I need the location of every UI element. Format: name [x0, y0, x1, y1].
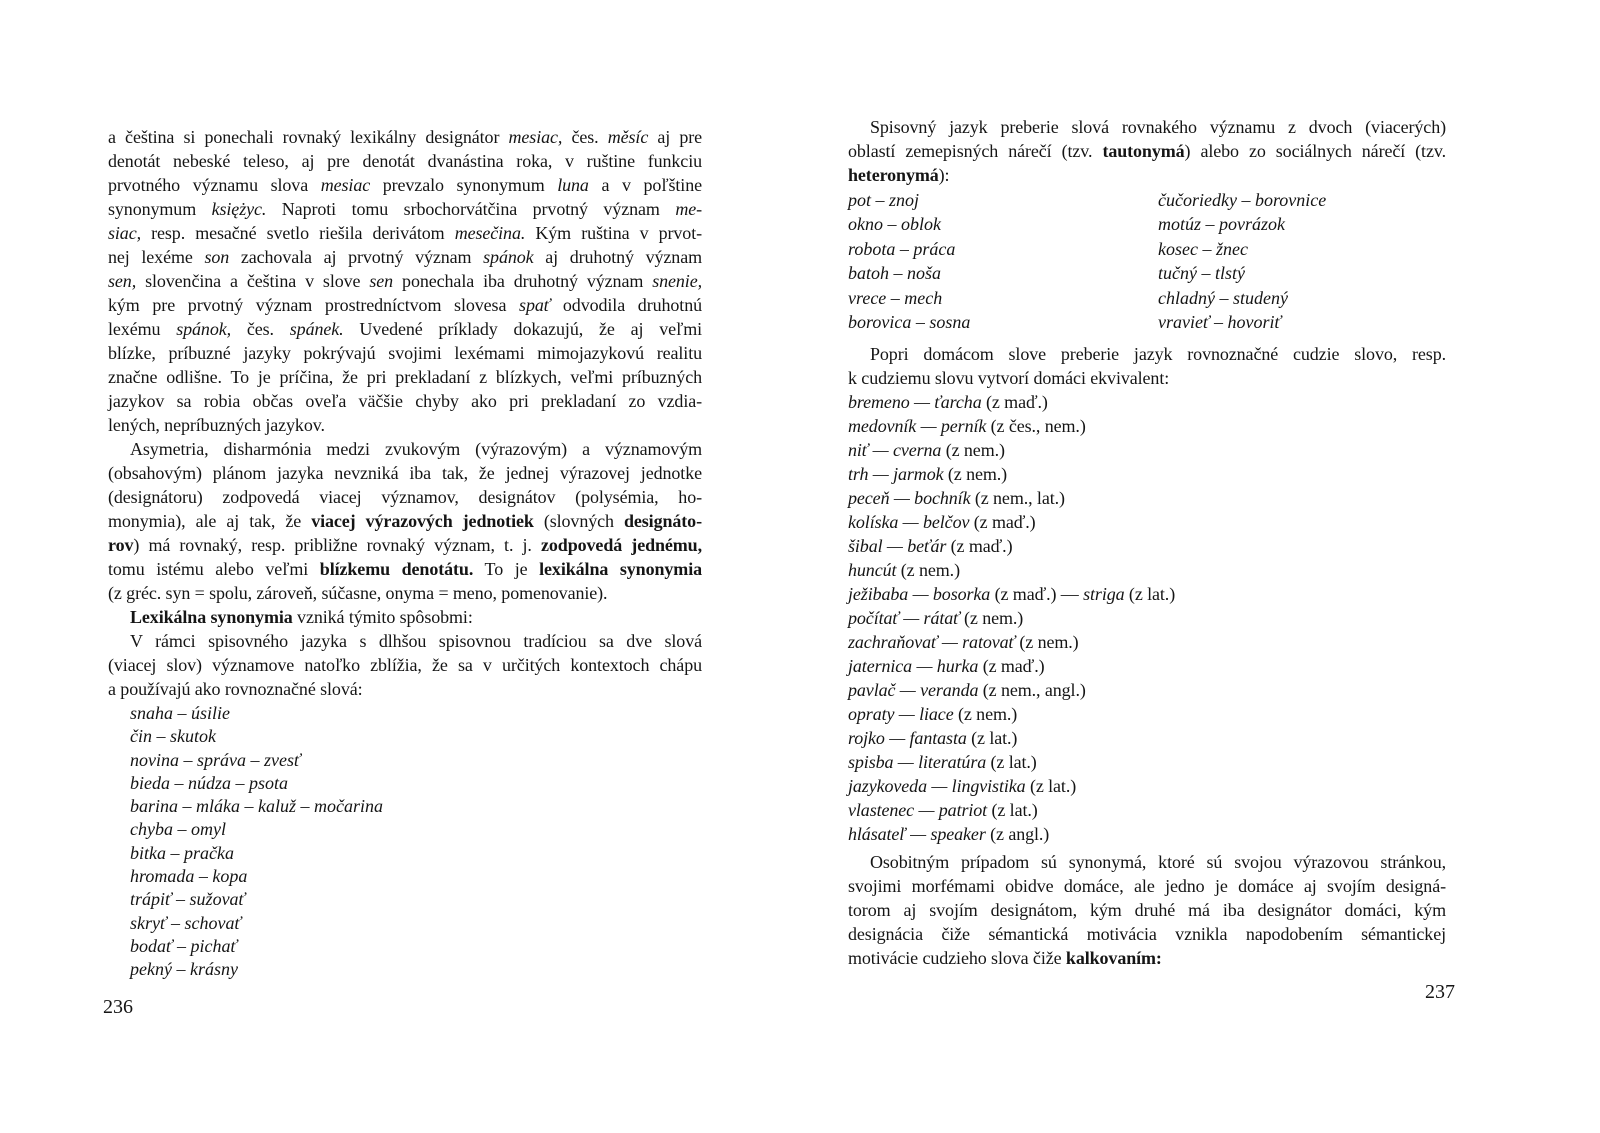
text-run: odvodila druhotnú [550, 295, 702, 315]
tautonym-pair-row [848, 212, 1446, 236]
text-line [848, 366, 1446, 390]
bold-term: zodpovedá jednému, [541, 535, 702, 555]
loanword-item [848, 798, 1446, 822]
text-line [108, 293, 702, 317]
loanword-item [848, 510, 1446, 534]
text-line [108, 197, 702, 221]
text-line [108, 629, 702, 653]
text-line [108, 269, 702, 293]
text-run: Asymetria, disharmónia medzi zvukovým (výrazovým) a významovým [130, 439, 702, 459]
tautonym-pair-right: motúz – povrázok [1158, 214, 1285, 235]
text-line [848, 946, 1446, 970]
text-run: lených, nepríbuzných jazykov. [108, 415, 325, 435]
italic-term: siac, [108, 223, 141, 243]
text-run: tomu istému alebo veľmi [108, 559, 320, 579]
text-run: a čeština si ponechali rovnaký lexikálny designátor [108, 127, 509, 147]
text-run: (z nem.) [959, 608, 1024, 628]
text-line [108, 557, 702, 581]
text-line [108, 389, 702, 413]
synonym-item: čin – skutok [130, 726, 216, 747]
text-run: (z lat.) [1124, 584, 1176, 604]
italic-term: šibal — beťár [848, 536, 947, 556]
text-line [848, 898, 1446, 922]
text-run: (designátoru) zodpovedá viacej významov, designátov (polysémia, ho- [108, 487, 702, 507]
text-run: (z nem.) [943, 464, 1008, 484]
page-number-right: 237 [1425, 981, 1455, 1003]
text-run: aj druhotný význam [533, 247, 702, 267]
bold-term: Lexikálna synonymia [130, 607, 293, 627]
loanword-item [848, 558, 1446, 582]
italic-term: me- [675, 199, 702, 219]
text-run: To je [473, 559, 540, 579]
text-line [108, 677, 702, 701]
tautonym-pair-row [848, 286, 1446, 310]
text-run: ) alebo zo sociálnych nárečí (tzv. [1184, 141, 1446, 161]
italic-term: mesiac, [508, 127, 563, 147]
loanword-item [848, 750, 1446, 774]
bold-term: viacej výrazových jednotiek [311, 511, 534, 531]
text-run: a v poľštine [588, 175, 702, 195]
text-run: monymia), ale aj tak, že [108, 511, 312, 531]
text-run: (viacej slov) významove natoľko zblížia, že sa v určitých kontextoch chápu [108, 655, 702, 675]
text-run: torom aj svojím designátom, kým druhé má iba designátor domáci, kým [848, 900, 1446, 920]
bold-term: blízkemu denotátu. [319, 559, 474, 579]
left-page-text [108, 125, 702, 701]
italic-term: sen, [108, 271, 137, 291]
loanword-item [848, 390, 1446, 414]
loanword-item [848, 726, 1446, 750]
text-run: prevzalo synonymum [370, 175, 558, 195]
tautonym-pair-row [848, 261, 1446, 285]
text-run: (z nem.) [896, 560, 960, 580]
loanword-intro-paragraph [848, 342, 1446, 390]
bold-term: designáto- [623, 511, 702, 531]
synonym-list [130, 702, 530, 982]
text-line [108, 485, 702, 509]
italic-term: mesečina. [454, 223, 526, 243]
text-run: synonymum [108, 199, 212, 219]
loanword-item [848, 654, 1446, 678]
text-run: Kým ruština v prvot- [525, 223, 702, 243]
italic-term: striga [1083, 584, 1125, 604]
text-run: (z maď.) [981, 392, 1048, 412]
text-run: (obsahovým) plánom jazyka nevzniká iba tak, že jednej výrazovej jednotke [108, 463, 702, 483]
tautonym-pair-right: tučný – tlstý [1158, 263, 1245, 284]
tautonym-pair-right: kosec – žnec [1158, 238, 1248, 259]
bold-term: heteronymá [848, 165, 939, 185]
italic-term: trh — jarmok [848, 464, 944, 484]
italic-term: počítať — rátať [848, 608, 960, 628]
page-number-left: 236 [103, 996, 133, 1018]
text-run: Naproti tomu srbochorvátčina prvotný význam [266, 199, 676, 219]
italic-term: bremeno — ťarcha [848, 392, 982, 412]
text-line [108, 509, 702, 533]
synonym-item: pekný – krásny [130, 959, 238, 980]
synonym-item: chyba – omyl [130, 819, 226, 840]
italic-term: snenie, [652, 271, 702, 291]
italic-term: medovník — perník [848, 416, 987, 436]
loanword-item [848, 438, 1446, 462]
text-line [108, 173, 702, 197]
text-line [108, 461, 702, 485]
text-line [108, 341, 702, 365]
text-line [108, 605, 702, 629]
tautonym-pair-left: okno – oblok [848, 214, 941, 235]
tautonym-pair-right: vravieť – hovoriť [1158, 311, 1282, 332]
bold-term: tautonymá [1102, 141, 1185, 161]
text-run: lexému [108, 319, 177, 339]
text-run: Osobitným prípadom sú synonymá, ktoré sú svojou výrazovou stránkou, [870, 852, 1446, 872]
text-run: (z čes., nem.) [986, 416, 1086, 436]
synonym-item: novina – správa – zvesť [130, 749, 301, 770]
text-run: oblastí zemepisných nárečí (tzv. [848, 141, 1103, 161]
calque-paragraph [848, 850, 1446, 970]
italic-term: ježibaba — bosorka [848, 584, 991, 604]
text-run: zachovala aj prvotný význam [229, 247, 484, 267]
text-run: čes. [562, 127, 608, 147]
text-run: (z nem.) [1014, 632, 1079, 652]
synonym-item: snaha – úsilie [130, 703, 231, 723]
italic-term: peceň — bochník [848, 488, 971, 508]
synonym-item: skryť – schovať [130, 912, 242, 933]
italic-term: spánok [483, 247, 534, 267]
text-run: a používajú ako rovnoznačné slová: [108, 679, 363, 699]
tautonym-pair-row [848, 310, 1446, 334]
tautonym-pair-row [848, 237, 1446, 261]
italic-term: sen [369, 271, 394, 291]
text-line [848, 922, 1446, 946]
text-line [108, 221, 702, 245]
synonym-item: trápiť – sužovať [130, 889, 246, 910]
text-line [108, 149, 702, 173]
italic-term: kolíska — belčov [848, 512, 970, 532]
text-run: (z maď.) — [990, 584, 1084, 604]
loanword-item [848, 630, 1446, 654]
bold-term: lexikálna synonymia [539, 559, 703, 579]
synonym-item: hromada – kopa [130, 866, 248, 887]
text-run: designácia čiže sémantická motivácia vznikla napodobením sémantickej [848, 924, 1446, 944]
text-run: ponechala iba druhotný význam [393, 271, 653, 291]
text-line [108, 653, 702, 677]
text-run: (z nem., lat.) [970, 488, 1065, 508]
text-run: Popri domácom slove preberie jazyk rovnoznačné cudzie slovo, resp. [870, 344, 1446, 364]
text-run: (slovných [533, 511, 624, 531]
text-run: slovenčina a čeština v slove [136, 271, 370, 291]
italic-term: niť — cverna [848, 440, 942, 460]
text-line [848, 850, 1446, 874]
italic-term: rojko — fantasta [848, 728, 967, 748]
loanword-item [848, 606, 1446, 630]
loanword-list [848, 390, 1446, 846]
text-line [108, 365, 702, 389]
text-run: Spisovný jazyk preberie slová rovnakého významu z dvoch (viacerých) [870, 117, 1446, 137]
text-line [848, 163, 1446, 187]
tautonym-pair-left: borovica – sosna [848, 311, 971, 332]
loanword-item [848, 678, 1446, 702]
text-run: (z maď.) [946, 536, 1013, 556]
text-line [848, 115, 1446, 139]
loanword-item [848, 486, 1446, 510]
tautonym-pair-list [848, 188, 1446, 334]
italic-term: księżyc. [211, 199, 267, 219]
loanword-item [848, 534, 1446, 558]
loanword-item [848, 774, 1446, 798]
text-run: (z nem.) [941, 440, 1005, 460]
text-run: (z lat.) [987, 800, 1038, 820]
text-line [108, 437, 702, 461]
loanword-item [848, 462, 1446, 486]
text-run: kým pre prvotný význam prostredníctvom slovesa [108, 295, 520, 315]
text-run: (z angl.) [985, 824, 1050, 844]
loanword-item [848, 414, 1446, 438]
text-run: aj pre [648, 127, 702, 147]
tautonym-pair-row [848, 188, 1446, 212]
italic-term: měsíc [607, 127, 649, 147]
text-run: k cudziemu slovu vytvorí domáci ekvivalent: [848, 368, 1170, 388]
text-line [108, 125, 702, 149]
tautonym-pair-left: vrece – mech [848, 287, 943, 308]
italic-term: spisba — literatúra [848, 752, 987, 772]
text-run: ) má rovnaký, resp. približne rovnaký význam, t. j. [133, 535, 542, 555]
tautonym-pair-left: robota – práca [848, 238, 956, 259]
tautonym-pair-right: chladný – studený [1158, 287, 1288, 308]
text-run: resp. mesačné svetlo riešila derivátom [141, 223, 455, 243]
text-line [848, 139, 1446, 163]
italic-term: zachraňovať — ratovať [848, 632, 1015, 652]
loanword-item [848, 702, 1446, 726]
tautonym-pair-left: pot – znoj [848, 190, 920, 210]
text-run: (z gréc. syn = spolu, zároveň, súčasne, onyma = meno, pomenovanie). [108, 583, 608, 603]
italic-term: jazykoveda — lingvistika [848, 776, 1026, 796]
text-run: čes. [231, 319, 290, 339]
italic-term: mesiac [320, 175, 371, 195]
text-run: (z maď.) [978, 656, 1045, 676]
tautonym-pair-right: čučoriedky – borovnice [1158, 190, 1327, 210]
italic-term: hlásateľ — speaker [848, 824, 986, 844]
italic-term: spánok, [176, 319, 232, 339]
italic-term: opraty — liace [848, 704, 954, 724]
text-run: motivácie cudzieho slova čiže [848, 948, 1066, 968]
italic-term: spať [519, 295, 551, 315]
italic-term: spánek. [289, 319, 344, 339]
text-run: svojimi morfémami obidve domáce, ale jedno je domáce aj svojím designá- [848, 876, 1446, 896]
italic-term: vlastenec — patriot [848, 800, 988, 820]
text-run: (z nem.) [953, 704, 1018, 724]
text-run: blízke, príbuzné jazyky pokrývajú svojimi lexémami mimojazykovú realitu [108, 343, 702, 363]
text-run: (z maď.) [969, 512, 1036, 532]
italic-term: huncút [848, 560, 897, 580]
italic-term: son [204, 247, 230, 267]
loanword-item [848, 582, 1446, 606]
text-run: (z nem., angl.) [978, 680, 1086, 700]
text-run: (z lat.) [986, 752, 1037, 772]
text-line [108, 317, 702, 341]
loanword-item [848, 822, 1446, 846]
italic-term: jaternica — hurka [848, 656, 979, 676]
synonym-item: barina – mláka – kaluž – močarina [130, 796, 383, 817]
text-run: prvotného významu slova [108, 175, 321, 195]
text-run: značne odlišne. To je príčina, že pri prekladaní z blízkych, veľmi príbuzných [108, 367, 702, 387]
tautonym-intro-paragraph [848, 115, 1446, 187]
text-run: denotát nebeské teleso, aj pre denotát dvanástina roka, v ruštine funkciu [108, 151, 702, 171]
bold-term: kalkovaním: [1065, 948, 1162, 968]
text-line [108, 413, 702, 437]
synonym-item: bodať – pichať [130, 935, 238, 956]
text-run: (z lat.) [966, 728, 1018, 748]
tautonym-pair-left: batoh – noša [848, 263, 942, 284]
bold-term: rov [108, 535, 134, 555]
synonym-item: bieda – núdza – psota [130, 772, 289, 793]
text-run: nej lexéme [108, 247, 205, 267]
italic-term: pavlač — veranda [848, 680, 979, 700]
text-line [848, 874, 1446, 898]
text-line [848, 342, 1446, 366]
synonym-item: bitka – pračka [130, 842, 234, 863]
text-run: V rámci spisovného jazyka s dlhšou spisovnou tradíciou sa dve slová [130, 631, 702, 651]
text-line [108, 581, 702, 605]
italic-term: luna [557, 175, 589, 195]
text-run: jazykov sa robia občas oveľa väčšie chyby ako pri prekladaní zo vzdia- [108, 391, 702, 411]
text-line [108, 245, 702, 269]
text-line [108, 533, 702, 557]
text-run: (z lat.) [1025, 776, 1077, 796]
text-run: Uvedené príklady dokazujú, že aj veľmi [343, 319, 702, 339]
text-run: vzniká týmito spôsobmi: [292, 607, 473, 627]
text-run: ): [938, 165, 950, 185]
